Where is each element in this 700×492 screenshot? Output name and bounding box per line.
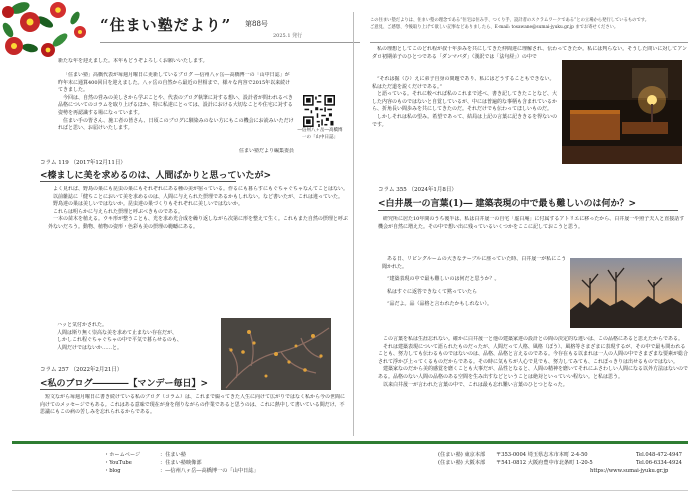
headline-underline [40,389,196,390]
headline-underline [378,210,678,211]
column-paragraph: 一本の苗木を植える。ウキ形が整うことも、光を求め光合成を繰り返しながら次第に形を整えて生く。これもまた自然の摂理と呼ぶ外ないだろう。動物、植物の姿形・色彩も美の摂理の範疇にある。 [48,216,348,230]
intro-paragraph: 「住まい塾」高橋代表が毎週月曜日に更新しているブログ ―信州八ヶ岳―高橋博一の「山中日誌」が昨年末に通算400回目を迎えました。八ヶ岳の自然から最近の世相まで、様々な内容で2015年以来続けてきました。 [58,72,291,94]
column-paragraph: 人間は斯り無く崇高な美を求めて止まない存在だが、 [57,329,178,336]
intro-paragraph: 住まい手の皆さん、施工者の皆さん、日頃このブログに馴染みのない方にもこの機会にお読みいただければと思い、お届けいたします。 [58,117,294,132]
issue-number: 第88号 [245,20,268,28]
column-355-label: コラム 355 （2024年1月8日） [378,187,457,193]
column-paragraph: しかしこれ程ぐちゃぐちゃの中で平気で暮らせるのも、 [57,337,182,344]
intro-greeting: 新たな年を迎えました。本年もどうぞよろしくお願いいたします。 [58,58,208,64]
column-119-body [48,186,348,248]
column-paragraph: “建築表現の中で最も難しいのは何だと思うか？。 [387,276,500,283]
column-paragraph: これらは明らかに与えられた摂理と呼ぶべきものである。 [53,208,184,215]
column-355-dialogue [382,256,568,332]
footer-office-phones [636,451,682,467]
tokyo-office-tel: Tel.048-472-4947 [636,452,682,458]
interior-lamp-photo [562,60,682,164]
column-paragraph: 以前雑誌に「健ちことにおいて美を求めるのは、人間に与えられた摂理であるかもしれない。など書いたが、これは違っていた。 [53,193,344,200]
column-paragraph: 私はすぐに返答できなくて黙っていたら [387,288,478,295]
camellia-flowers-illustration [0,0,92,62]
column-paragraph: 研究所に居た10年間のうち後半は、私は白井晟一の自宅「虚白庵」に付属するアトリエに移ったから、白井晟一や照子夫人と直接話す機会が自然に増えた。その中で想い出に残っているいくつかをここに記しておこうと思う。 [378,216,685,230]
youtube-label: ・YouTube [104,460,132,466]
intro-paragraph: 今回は、自然の営みの美しさから学ぶことや、代表のブログ執筆に対する想い、設計者が問われるべき品格についてのコラムを取り上げるほか、特に私達にとっては、設計における大切なことや住宅に対する姿勢を再認識する場になっています。 [58,94,293,116]
blog-qr-code[interactable] [303,95,335,127]
footer-office-names [438,451,485,467]
column-119-label: コラム 119 （2017年12月11日） [40,160,126,166]
column-paragraph: 野鳥達の巣は美しいではないか。昆虫達の巣づくりもそれぞれに美しいではないか。 [53,201,244,208]
blog-label: ・blog [104,468,121,474]
homepage-label: ・ホームページ [104,452,141,458]
footer-links-values [160,451,259,475]
issue-date: 2025.1 発行 [273,33,303,39]
tokyo-office-name: (住まい塾) 東京本部 [438,452,486,458]
column-paragraph: この言葉を私は生涯忘れない。確かに白井晟一と他の建築家達の設計との間の決定的な違いは、この品格にあると思えたからである。 [383,336,683,342]
masthead [100,14,372,44]
column-119-headline: <榛ましに美を求めるのは、人間ばかりと思っていたが> [40,171,272,181]
qr-caption: ―信州八ヶ岳―高橋博一の「山中日誌」 [297,128,343,140]
column-355-intro [378,216,688,244]
osaka-office-address: 〒541-0812 大阪府豊中市北条町 1-20-5 [496,460,593,466]
right-top-body [372,76,558,176]
column-paragraph: それは建築表現について語られたものだったが、人間だって人格、風格（ぼう）、風格等さまざまに表現するが、その中で最も問われることも、努力しても伝わるものではないのは、品格、品格と言えるのである。今存在もる以まれは一人の人間の中でさまざまな要素が総合されて浮かび上ってくるものだからである。その時に気もちが人心で見でも、努力してみても、これぽっきりは出せるものではない。 [378,343,688,365]
column-paragraph: 私の理想としてこのどれ程が叔十年歩みを共にしてきた仲間達に理解され、伝わってきたか。私には判らない。そうした問いに対してアンダロ初期弟子のひとつである「ダンマパダ」（漢訳では「法句経」）の中で [372,46,688,60]
column-paragraph: 建築家なのだから美的感覚を磨くことも大事だが、品性となると、人間の精神を磨いてそれにふさわしい人間になる以外方法はないのである。品格のない人間の品格のある空間を生み出すなどということは絶対といっていい程ない。と私は思う。 [378,366,688,380]
column-355-body [378,336,688,436]
column-paragraph: ハッと気付かされた。 [57,322,108,328]
column-paragraph: “それは掘（ひ）えに弟子自身の問題であり、私にはどうすることもできない。私はただ道を説くだけである。” [372,76,555,90]
info-line: ご意見、ご感想、今後取り上げて欲しい記事などありましたら、E-mail: tosawane@sumai-jyuku.gr.jp までお寄せください。 [370,24,619,30]
column-257-label: コラム 257 （2022年2月21日） [40,367,123,373]
column-355-headline: <白井晟一の言葉(1)― 建築表現の中で最も難しいのは何か？> [378,199,636,209]
newsletter-title: “住まい塾だより” [100,16,232,34]
osaka-office-tel: Tel.06-6334-4924 [636,460,682,466]
intro-body [58,72,294,142]
column-paragraph: ある日、リビングルームの大きなテーブルに座っていた時、白井晟一が私にこう聞かれた。 [382,256,567,270]
column-paragraph: と語っている。それに較べれば私のこれまで述べ、書き記してきたことなど、大した内容のものではないと自覚しているが、中には普遍的な事柄も含まれているから、折角長い間歩みを共にしてきたのだ。それだけでも伝わってほしいものだ。 [372,91,558,113]
intro-signature: 住まい塾だより編集委員 [238,148,294,154]
column-paragraph: 人間だけではないか……と。 [57,344,123,351]
footer-office-addresses [496,451,593,467]
column-divider [353,12,354,436]
column-paragraph: よく見れば、野鳥の巣にも昆虫の巣にもそれぞれにある種の美が宿っている。作るにも暮らすにもぐちゃぐちゃなんてことはない。 [53,186,348,192]
youtube-link[interactable]: ：住まい塾映像部 [160,460,202,466]
column-257-body [40,394,346,434]
footer-links-labels [104,451,140,475]
column-257-headline: <私のブログ――――【マンデー毎日】> [40,379,209,389]
osaka-office-name: (住まい塾) 大阪本部 [438,460,486,466]
footer-url[interactable]: https://www.sumai-jyuku.gr.jp [590,468,669,474]
homepage-link[interactable]: ：住まい塾 [160,452,186,458]
masthead-rule [100,42,360,43]
blog-link[interactable]: ：―信州八ヶ岳―高橋博一の「山中日誌」 [160,468,259,474]
headline-underline [40,181,236,182]
header-rule [370,42,688,43]
bottom-rule [12,490,688,491]
newsletter-info-header [370,18,688,31]
column-119-closing [52,322,212,362]
footer-bar [12,441,688,444]
column-paragraph: 以来白井晟一が言われた言葉の中で、これは最も忘れ難い言葉のひとつとなった。 [383,381,568,388]
column-paragraph: “品だよ。品（品格と言われたかもしれない）。 [387,301,493,308]
info-line: この住まい塾だよりは、住まい塾の理念である“住宅は住み手、つくり手、設計者のスクラムワークである”との立場から発行しているものです。 [370,18,650,23]
sunset-trees-photo [570,258,682,328]
column-paragraph: 短文ながら毎週月曜日に書き続けている私のブログ（コラム）は、これまで綴ってきた人生に向けて広がりではなく私から今の世間に向けてのメッセージでもある。これはある意味で現在が身を削りながらの作業であると思うのは、これに熱中して書いている間だけ、不思議にもこの病の苦しみを忘れられるからである。 [40,394,345,416]
column-paragraph: しかしそれは私の望み。希望であって、結局は上記の言葉に記ききるを得ないのです。 [372,113,558,128]
tokyo-office-address: 〒353-0004 埼玉県志木市本町 2-4-50 [496,452,588,458]
